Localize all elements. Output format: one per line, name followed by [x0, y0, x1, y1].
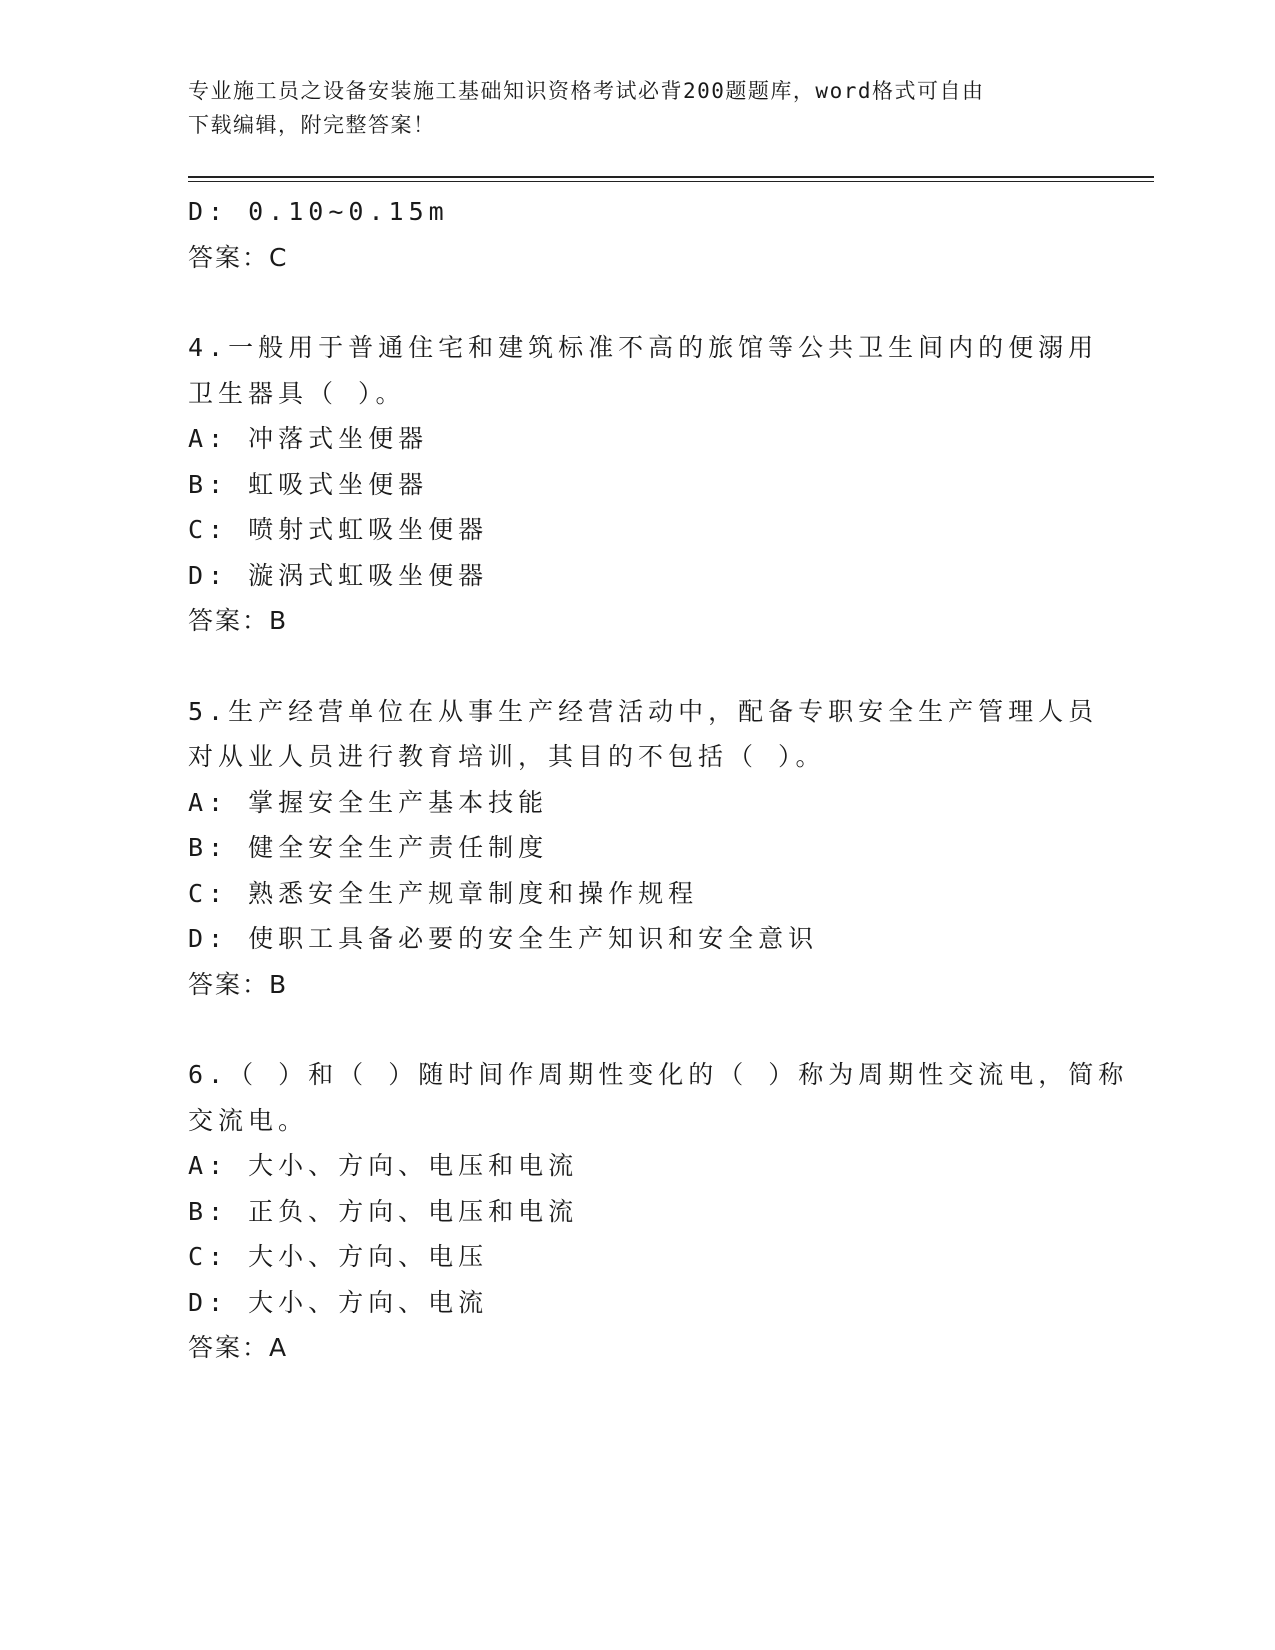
- question-4-stem-line-2: 卫生器具（ ）。: [188, 378, 406, 408]
- question-3-option-d: D: 0.10~0.15m: [188, 197, 449, 226]
- header-title-line-1: 专业施工员之设备安装施工基础知识资格考试必背200题题库，word格式可自由: [188, 79, 985, 103]
- question-6-stem-line-1: 6.（ ）和（ ）随时间作周期性变化的（ ）称为周期性交流电，简称: [188, 1060, 1129, 1089]
- question-6-option-b: B: 正负、方向、电压和电流: [188, 1196, 579, 1226]
- question-4-option-b: B: 虹吸式坐便器: [188, 469, 429, 499]
- document-body: [188, 189, 1129, 1371]
- question-5-option-a: A: 掌握安全生产基本技能: [188, 787, 549, 817]
- question-5-option-c: C: 熟悉安全生产规章制度和操作规程: [188, 878, 699, 908]
- question-5-answer: 答案：B: [188, 969, 289, 999]
- question-3-answer: 答案：C: [188, 242, 289, 272]
- header-title-line-2: 下载编辑，附完整答案！: [188, 113, 436, 137]
- question-5-stem-line-1: 5.生产经营单位在从事生产经营活动中，配备专职安全生产管理人员: [188, 696, 1099, 726]
- question-4-option-a: A: 冲落式坐便器: [188, 424, 429, 453]
- spacer: [188, 1007, 1088, 1052]
- question-6-answer: 答案：A: [188, 1333, 289, 1362]
- question-5-stem-line-2: 对从业人员进行教育培训，其目的不包括（ ）。: [188, 742, 826, 771]
- question-6-option-c: C: 大小、方向、电压: [188, 1242, 489, 1271]
- spacer: [188, 644, 1088, 689]
- document-header: [188, 74, 1088, 142]
- question-6-option-a: A: 大小、方向、电压和电流: [188, 1151, 579, 1180]
- question-6: [188, 1052, 1129, 1371]
- question-4: [188, 325, 1099, 644]
- question-4-option-c: C: 喷射式虹吸坐便器: [188, 515, 489, 544]
- question-3-tail: [188, 189, 1088, 280]
- spacer: [188, 280, 1088, 325]
- question-5: [188, 689, 1099, 1008]
- question-5-option-b: B: 健全安全生产责任制度: [188, 833, 549, 862]
- question-5-option-d: D: 使职工具备必要的安全生产知识和安全意识: [188, 924, 819, 953]
- question-4-option-d: D: 漩涡式虹吸坐便器: [188, 560, 489, 590]
- question-6-option-d: D: 大小、方向、电流: [188, 1287, 489, 1317]
- question-4-stem-line-1: 4.一般用于普通住宅和建筑标准不高的旅馆等公共卫生间内的便溺用: [188, 333, 1099, 362]
- question-6-stem-line-2: 交流电。: [188, 1105, 309, 1135]
- header-divider-thick: [188, 176, 1154, 178]
- question-4-answer: 答案：B: [188, 606, 289, 635]
- header-divider-thin: [188, 181, 1154, 182]
